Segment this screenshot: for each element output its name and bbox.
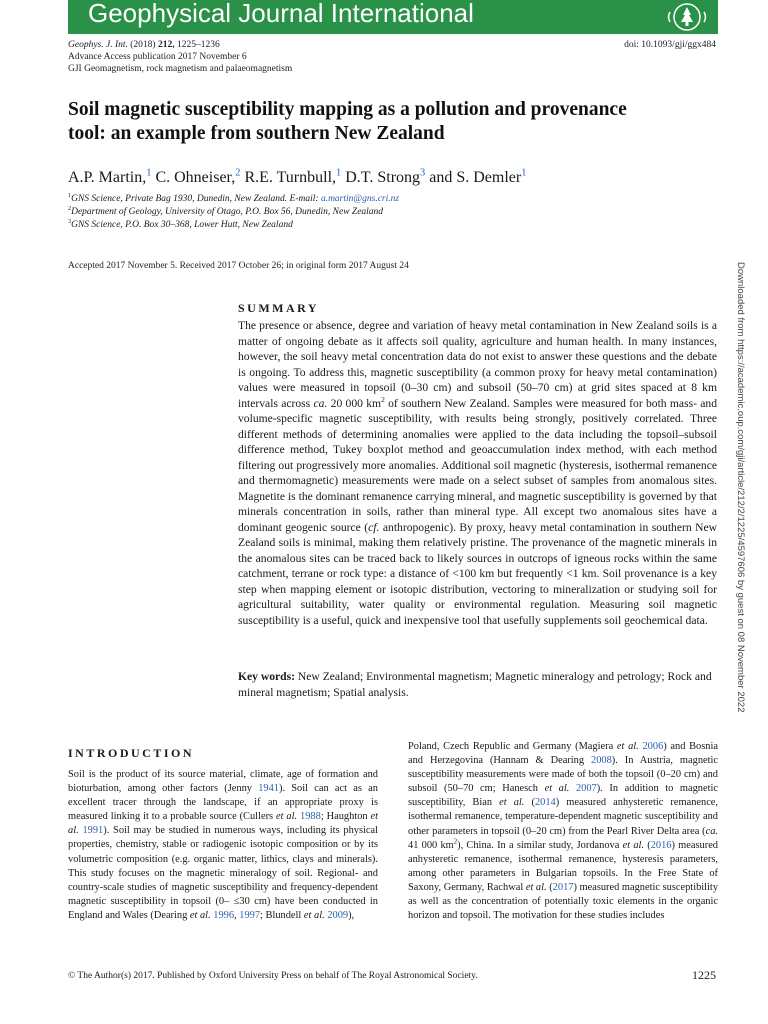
summary-heading: SUMMARY bbox=[238, 301, 320, 315]
affiliation-2: $^2$Department of Geology, University of Otago, P.O. Box 56, Dunedin, New Zealand bbox=[68, 205, 384, 217]
section-line: GJI Geomagnetism, rock magnetism and palaeomagnetism bbox=[68, 64, 293, 74]
abstract-text: The presence or absence, degree and variation of heavy metal contamination in New Zealand soils is a matter of ongoing debate as it affects soil quality, agriculture and human health. In many instances, however, the soil heavy metal concentration data do not exist to answer these questions and the debate is ongoing. To address this, magnetic susceptibility (a common proxy for heavy metal contamination) values were measured in topsoil (0–30 cm) and subsoil (50–70 cm) at grid sites spaced at 8 km intervals across ca. 20 000 $km^2$ of southern New Zealand. Samples were measured for both mass- and volume-specific magnetic susceptibility, with results being strongly, positively correlated. Three different methods of determining anomalies were applied to the data including the topsoil–subsoil difference method, Tukey boxplot method and geoaccumulation index method, with each method filtering out progressively more anomalies. Additional soil magnetic (hysteresis, isothermal remanence and thermomagnetic) measurements were made on a select subset of samples from anomalous sites. Magnetite is the dominant remanence carrying mineral, and magnetic susceptibility is governed by that minerals concentration in soils, rather than mineral type. All except two anomalous sites have a dominant geogenic source (cf. anthropogenic). By proxy, heavy metal contamination in southern New Zealand soils is minimal, making them relatively pristine. The provenance of the magnetic minerals in the anomalous sites can be traced back to likely sources in outcrops of igneous rocks within the same catchment, terrane or rock type: a distance of <100 km but frequently <1 km. Soil provenance is a key step when mapping element or isotopic distribution, vectoring to mineralization or studying soil for agricultural suitability, water quality or environmental regulation. Measuring soil magnetic susceptibility is a useful, quick and inexpensive tool that usefully supplements soil geochemical data. bbox=[238, 319, 717, 627]
download-watermark: Downloaded from https://academic.oup.com/gji/article/212/2/1225/4597606 by guest on 08 November 2022 bbox=[735, 262, 746, 713]
author-list: A.P. Martin,$^1$ C. Ohneiser,$^2$ R.E. Turnbull,$^1$ D.T. Strong$^3$ and S. Demler$^1$ bbox=[68, 167, 527, 186]
keywords: Key words: New Zealand; Environmental magnetism; Magnetic mineralogy and petrology; Rock and mineral magnetism; Spatial analysis. bbox=[238, 670, 712, 699]
email-link[interactable]: a.martin@gns.cri.nz bbox=[320, 194, 400, 204]
ras-crest-logo bbox=[664, 2, 710, 32]
introduction-column-2: Poland, Czech Republic and Germany (Magiera et al. 2006) and Bosnia and Herzegovina (Hannam & Dearing 2008). In Austria, magnetic susceptibility measurements were made of both the topsoil (0–20 cm) and subsoil (50–70 cm; Hanesch et al. 2007). In addition to magnetic susceptibility, Bian et al. (2014) measured anhysteretic remanence, isothermal remanence, temperature-dependent magnetic susceptibility and other parameters in topsoil (0–20 cm) from the Pearl River Delta area (ca. 41 000 $km^2$), China. In a similar study, Jordanova et al. (2016) measured anhysteretic remanence, isothermal remanence, hysteresis parameters, among other parameters in Bulgarian topsoils. In the Free State of Saxony, Germany, Rachwal et al. (2017) measured magnetic susceptibility as well as the concentration of potentially toxic elements in the organic horizon and topsoil. The motivation for these studies includes bbox=[408, 741, 719, 922]
advance-access-line: Advance Access publication 2017 November 6 bbox=[68, 52, 247, 62]
affiliation-1: $^1$GNS Science, Private Bag 1930, Dunedin, New Zealand. E-mail: a.martin@gns.cri.nz bbox=[68, 192, 400, 204]
citation-line: Geophys. J. Int. (2018) 212, 1225–1236 bbox=[68, 40, 220, 50]
doi[interactable]: doi: 10.1093/gji/ggx484 bbox=[624, 40, 716, 50]
article-title: Soil magnetic susceptibility mapping as a pollution and provenance tool: an example from southern New Zealand bbox=[68, 99, 627, 144]
affiliation-3: $^3$GNS Science, P.O. Box 30–368, Lower Hutt, New Zealand bbox=[68, 218, 293, 230]
copyright-footer: © The Author(s) 2017. Published by Oxford University Press on behalf of The Royal Astronomical Society. bbox=[68, 971, 478, 981]
introduction-heading: INTRODUCTION bbox=[68, 746, 195, 760]
introduction-column-1: Soil is the product of its source material, climate, age of formation and bioturbation, among other factors (Jenny 1941). Soil can act as an excellent tracer through the landscape, if an appropriate proxy is measured linking it to a probable source (Cullers et al. 1988; Haughton et al. 1991). Soil may be studied in numerous ways, including its physical properties, chemistry, stable or radiogenic isotopic composition or by its volumetric composition (e.g. organic matter, lithics, clays and minerals). This study focuses on the magnetic mineralogy of soil. Regional- and country-scale studies of magnetic susceptibility and frequency-dependent magnetic susceptibility in topsoil (0– ≤30 cm) have been conducted in England and Wales (Dearing et al. 1996, 1997; Blundell et al. 2009), bbox=[68, 769, 379, 921]
journal-name: Geophysical Journal International bbox=[88, 0, 474, 28]
publication-dates: Accepted 2017 November 5. Received 2017 October 26; in original form 2017 August 24 bbox=[68, 261, 409, 271]
page-number: 1225 bbox=[692, 968, 716, 982]
